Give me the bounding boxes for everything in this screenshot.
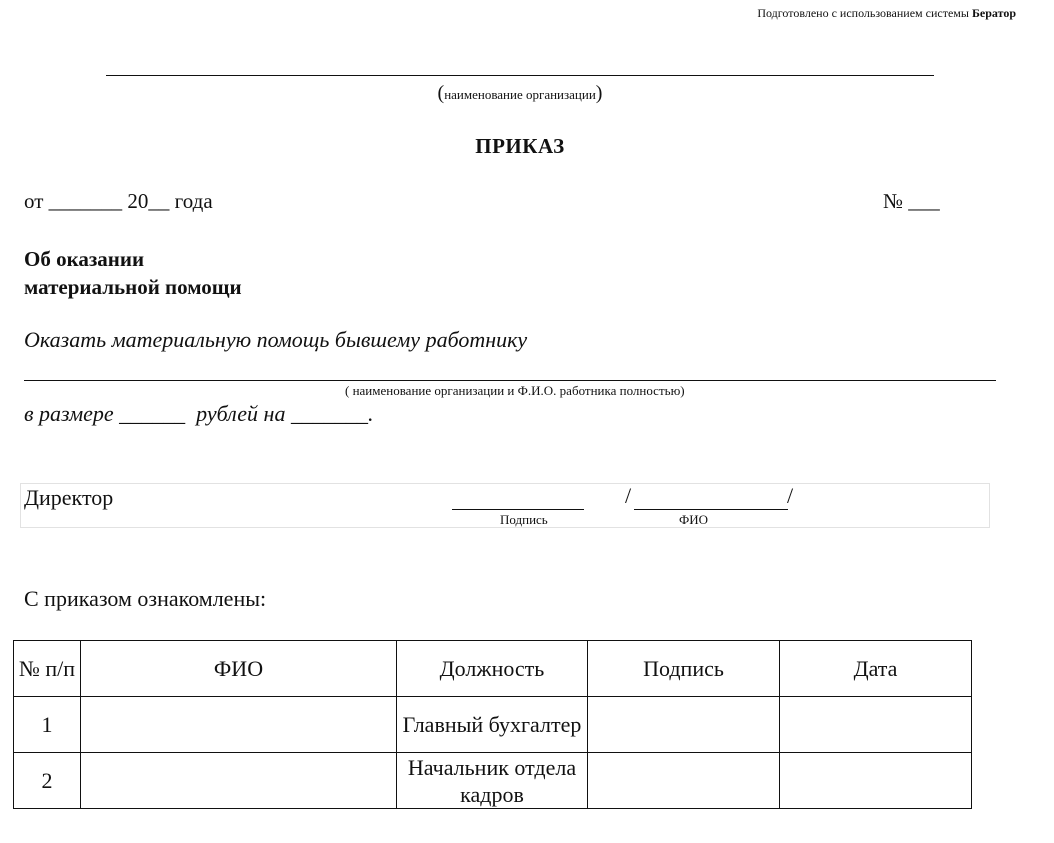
subject-line-2: материальной помощи <box>24 275 242 299</box>
document-title: ПРИКАЗ <box>475 134 565 158</box>
row-date-cell[interactable] <box>780 753 972 809</box>
acknowledged-label: С приказом ознакомлены: <box>24 586 267 611</box>
row-position: Главный бухгалтер <box>397 697 588 753</box>
organization-caption-text: наименование организации <box>444 87 596 102</box>
open-paren: ( <box>437 82 445 104</box>
prepared-with-note <box>757 6 1016 21</box>
order-instruction: Оказать материальную помощь бывшему работнику <box>24 327 528 352</box>
header-signature: Подпись <box>588 641 780 697</box>
row-signature-cell[interactable] <box>588 753 780 809</box>
organization-caption <box>0 82 1040 105</box>
row-position: Начальник отдела кадров <box>397 753 588 809</box>
organization-name-line <box>106 75 934 76</box>
recipient-caption: ( наименование организации и Ф.И.О. работника полностью) <box>345 383 685 398</box>
brand-name: Бератор <box>971 6 1016 20</box>
table-row <box>14 697 972 753</box>
name-line <box>634 509 788 510</box>
subject-line-1: Об оказании <box>24 247 145 271</box>
close-paren: ) <box>595 82 603 104</box>
table-row <box>14 753 972 809</box>
order-date-line: от _______ 20__ года <box>24 189 213 213</box>
header-date: Дата <box>780 641 972 697</box>
name-close-slash: / <box>787 483 794 508</box>
signature-caption: Подпись <box>500 512 548 527</box>
row-date-cell[interactable] <box>780 697 972 753</box>
acknowledgement-table <box>13 640 972 809</box>
prepared-prefix: Подготовлено с использованием системы <box>757 6 972 20</box>
header-fio: ФИО <box>81 641 397 697</box>
header-position: Должность <box>397 641 588 697</box>
row-number: 1 <box>14 697 81 753</box>
row-fio-cell[interactable] <box>81 697 397 753</box>
row-signature-cell[interactable] <box>588 697 780 753</box>
header-number: № п/п <box>14 641 81 697</box>
row-number: 2 <box>14 753 81 809</box>
table-header-row <box>14 641 972 697</box>
row-fio-cell[interactable] <box>81 753 397 809</box>
director-label: Директор <box>24 485 114 510</box>
name-caption: ФИО <box>679 512 709 527</box>
amount-line: в размере ______ рублей на _______. <box>24 401 374 426</box>
recipient-name-line <box>24 380 996 381</box>
name-open-slash: / <box>625 483 632 508</box>
order-subject <box>24 245 242 301</box>
order-number-line: № ___ <box>883 189 940 213</box>
signature-line <box>452 509 584 510</box>
